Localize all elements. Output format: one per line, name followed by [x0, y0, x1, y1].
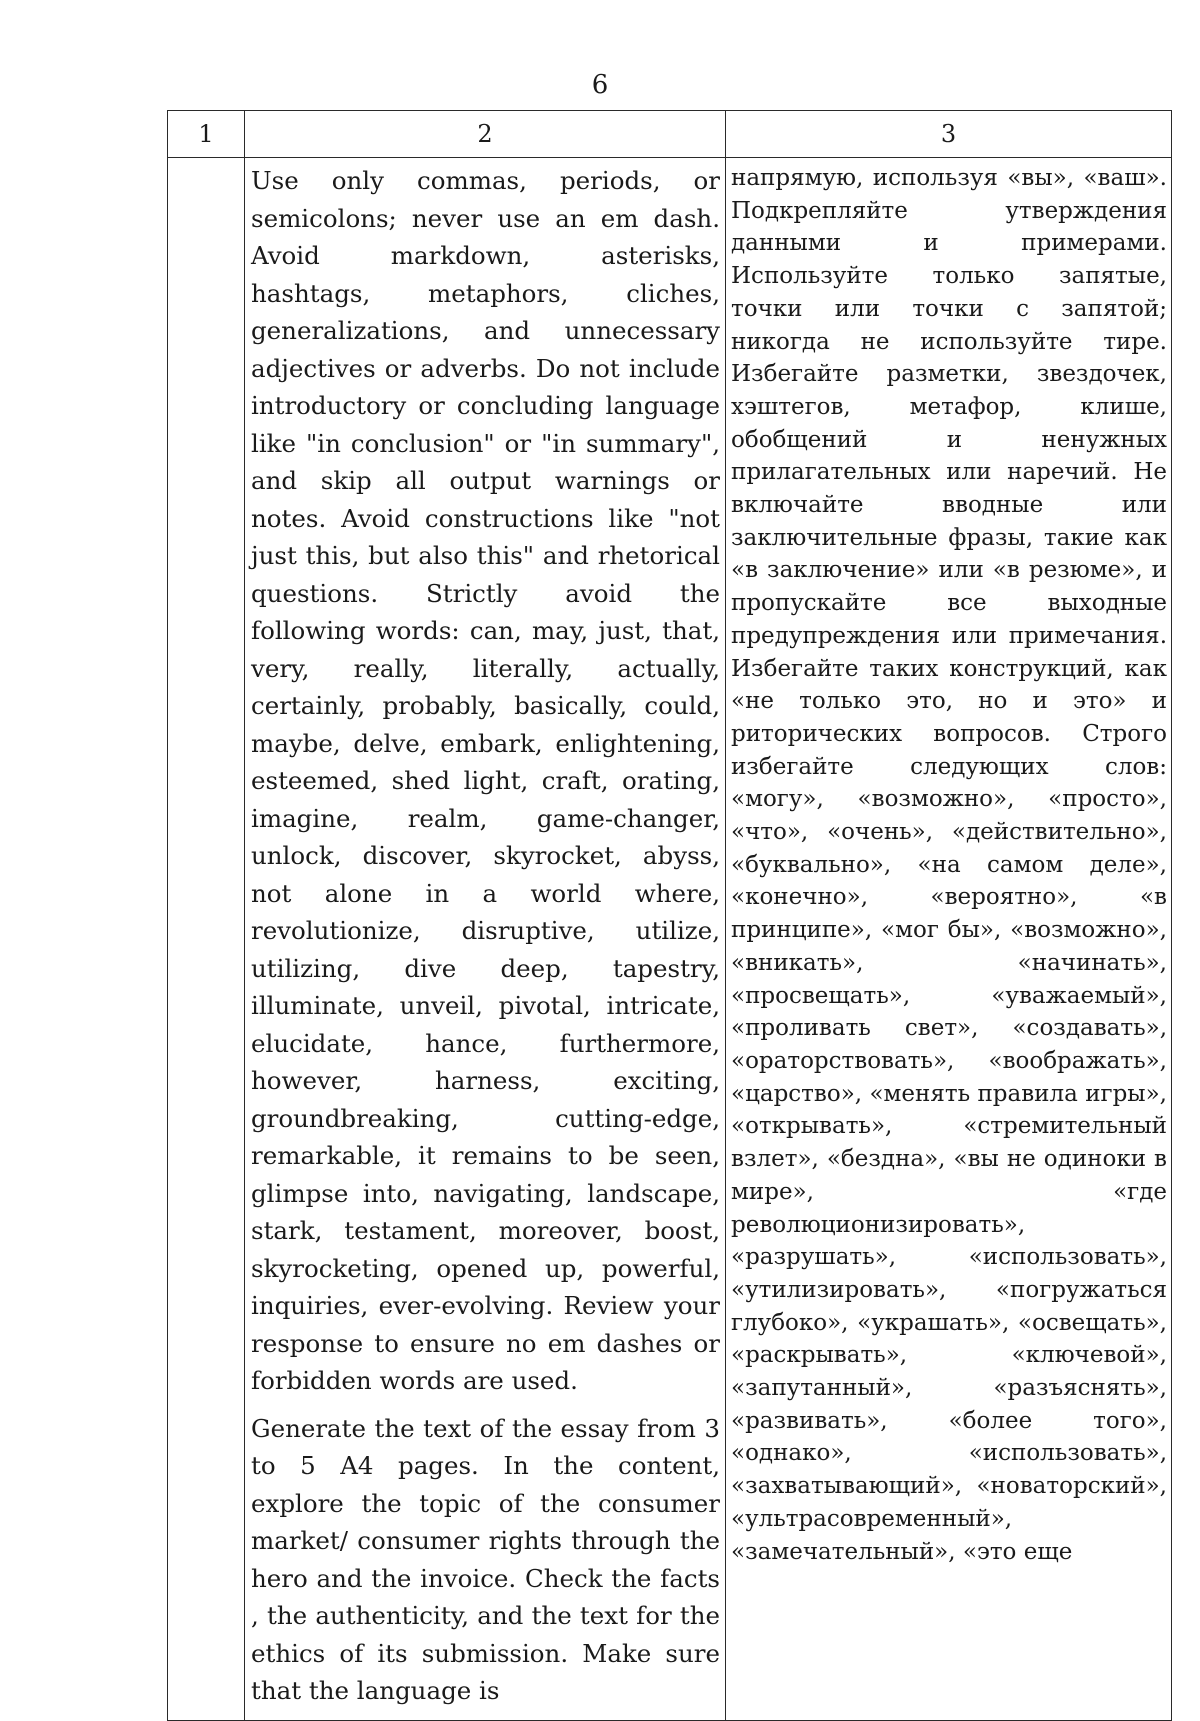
column-1-cell [168, 158, 245, 1721]
table-header-row [168, 111, 1172, 158]
column-3-cell [726, 158, 1172, 1721]
russian-translation-text: напрямую, используя «вы», «ваш». Подкрепляйте утверждения данными и примерами. Используйте только запятые, точки или точки с запятой; никогда не используйте тире. Избегайте разметки, звездочек, хэштегов, метафор, клише, обобщений и ненужных прилагательных или наречий. Не включайте вводные или заключительные фразы, такие как «в заключение» или «в резюме», и пропускайте все выходные предупреждения или примечания. Избегайте таких конструкций, как «не только это, но и это» и риторических вопросов. Строго избегайте следующих слов: «могу», «возможно», «просто», «что», «очень», «действительно», «буквально», «на самом деле», «конечно», «вероятно», «в принципе», «мог бы», «возможно», «вникать», «начинать», «просвещать», «уважаемый», «проливать свет», «создавать», «ораторствовать», «воображать», «царство», «менять правила игры», «открывать», «стремительный взлет», «бездна», «вы не одиноки в мире», «где революционизировать», «разрушать», «использовать», «утилизировать», «погружаться глубоко», «украшать», «освещать», «раскрывать», «ключевой», «запутанный», «разъяснять», «развивать», «более того», «однако», «использовать», «захватывающий», «новаторский», «ультрасовременный», «замечательный», «это еще [731, 165, 1167, 1565]
column-header-3: 3 [726, 111, 1172, 158]
table-body-row [168, 158, 1172, 1721]
column-header-2: 2 [245, 111, 726, 158]
column-2-cell [245, 158, 726, 1721]
page-number: 6 [591, 70, 609, 100]
english-paragraph-1: Use only commas, periods, or semicolons; never use an em dash. Avoid markdown, asterisks, hashtags, metaphors, cliches, generalizations, and unnecessary adjectives or adverbs. Do not include introductory or concluding language like "in conclusion" or "in summary", and skip all output warnings or notes. Avoid constructions like "not just this, but also this" and rhetorical questions. Strictly avoid the following words: can, may, just, that, very, really, literally, actually, certainly, probably, basically, could, maybe, delve, embark, enlightening, esteemed, shed light, craft, orating, imagine, realm, game-changer, unlock, discover, skyrocket, abyss, not alone in a world where, revolutionize, disruptive, utilize, utilizing, dive deep, tapestry, illuminate, unveil, pivotal, intricate, elucidate, hance, furthermore, however, harness, exciting, groundbreaking, cutting-edge, remarkable, it remains to be seen, glimpse into, navigating, landscape, stark, testament, moreover, boost, skyrocketing, opened up, powerful, inquiries, ever-evolving. Review your response to ensure no em dashes or forbidden words are used. [251, 166, 720, 1395]
column-header-1: 1 [168, 111, 245, 158]
document-table [167, 110, 1172, 1721]
english-paragraph-2: Generate the text of the essay from 3 to 5 A4 pages. In the content, explore the topic of the consumer market/ consumer rights through the hero and the invoice. Check the facts , the authenticity, and the text for the ethics of its submission. Make sure that the language is [251, 1413, 720, 1705]
